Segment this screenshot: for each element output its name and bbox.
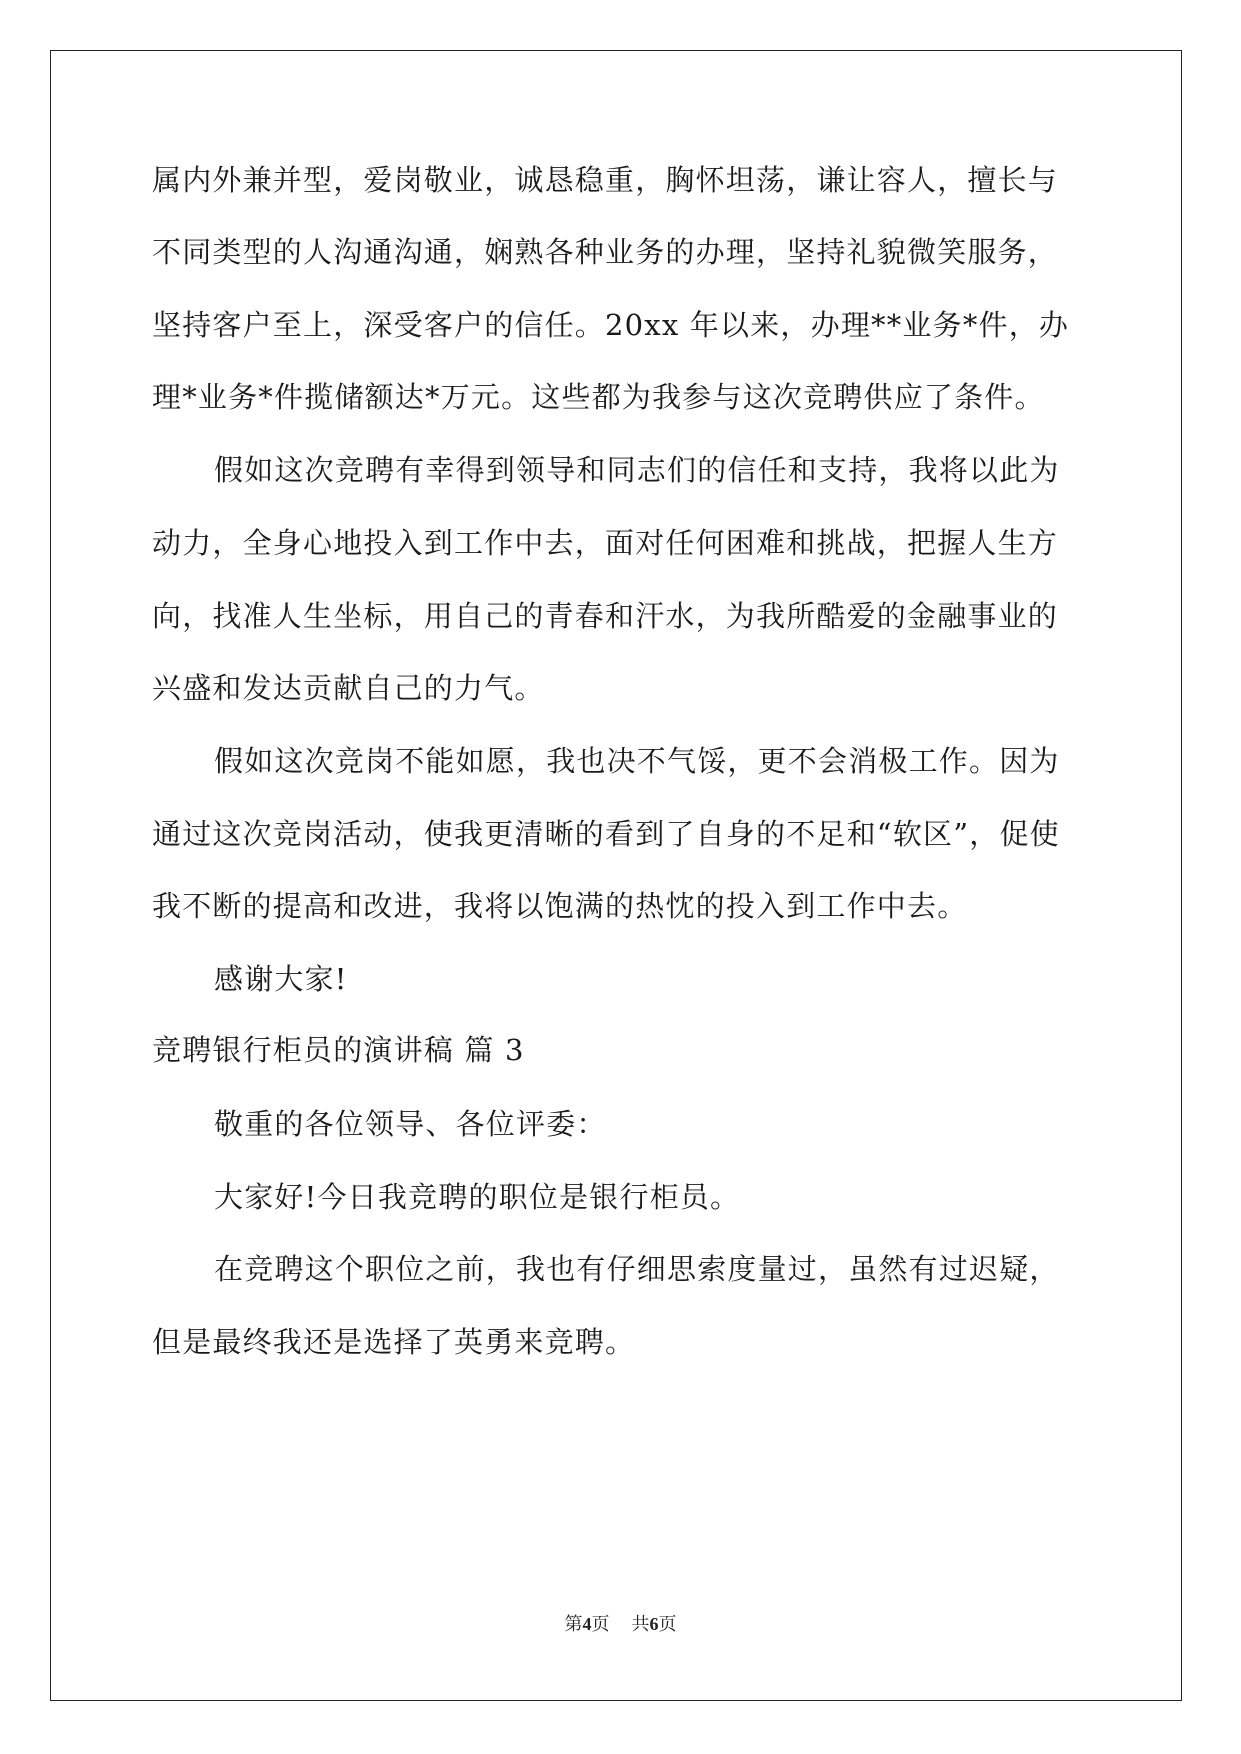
footer-page-suffix: 页 — [591, 1614, 610, 1634]
page-footer — [0, 1610, 1241, 1636]
paragraph-line: 大家好!今日我竞聘的职位是银行柜员。 — [214, 1180, 741, 1214]
footer-total-prefix: 共 — [631, 1614, 650, 1634]
paragraph-line: 感谢大家! — [214, 962, 348, 996]
paragraph-line: 我不断的提高和改进，我将以饱满的热忱的投入到工作中去。 — [152, 889, 968, 923]
paragraph-line: 兴盛和发达贡献自己的力气。 — [152, 671, 545, 705]
paragraph-line: 但是最终我还是选择了英勇来竞聘。 — [152, 1325, 636, 1359]
paragraph-line: 向，找准人生坐标，用自己的青春和汗水，为我所酷爱的金融事业的 — [152, 599, 1059, 633]
paragraph-line: 不同类型的人沟通沟通，娴熟各种业务的办理，坚持礼貌微笑服务， — [152, 235, 1059, 269]
footer-prefix: 第 — [564, 1614, 583, 1634]
paragraph-line: 坚持客户至上，深受客户的信任。20xx 年以来，办理**业务*件，办 — [152, 308, 1070, 342]
paragraph-line: 假如这次竞聘有幸得到领导和同志们的信任和支持，我将以此为 — [214, 453, 1060, 487]
page-frame — [50, 50, 1182, 1701]
paragraph-line: 在竞聘这个职位之前，我也有仔细思索度量过，虽然有过迟疑， — [214, 1252, 1060, 1286]
paragraph-line: 动力，全身心地投入到工作中去，面对任何困难和挑战，把握人生方 — [152, 526, 1059, 560]
paragraph-line: 假如这次竞岗不能如愿，我也决不气馁，更不会消极工作。因为 — [214, 744, 1060, 778]
total-pages-number: 6 — [649, 1614, 659, 1634]
paragraph-line: 理*业务*件揽储额达*万元。这些都为我参与这次竞聘供应了条件。 — [152, 380, 1045, 414]
current-page-number: 4 — [582, 1614, 592, 1634]
section-heading: 竞聘银行柜员的演讲稿 篇 3 — [152, 1033, 525, 1067]
footer-total-suffix: 页 — [658, 1614, 677, 1634]
paragraph-line: 属内外兼并型，爱岗敬业，诚恳稳重，胸怀坦荡，谦让容人，擅长与 — [152, 163, 1059, 197]
salutation-line: 敬重的各位领导、各位评委： — [214, 1107, 607, 1141]
paragraph-line: 通过这次竞岗活动，使我更清晰的看到了自身的不足和“软区”，促使 — [152, 817, 1060, 851]
